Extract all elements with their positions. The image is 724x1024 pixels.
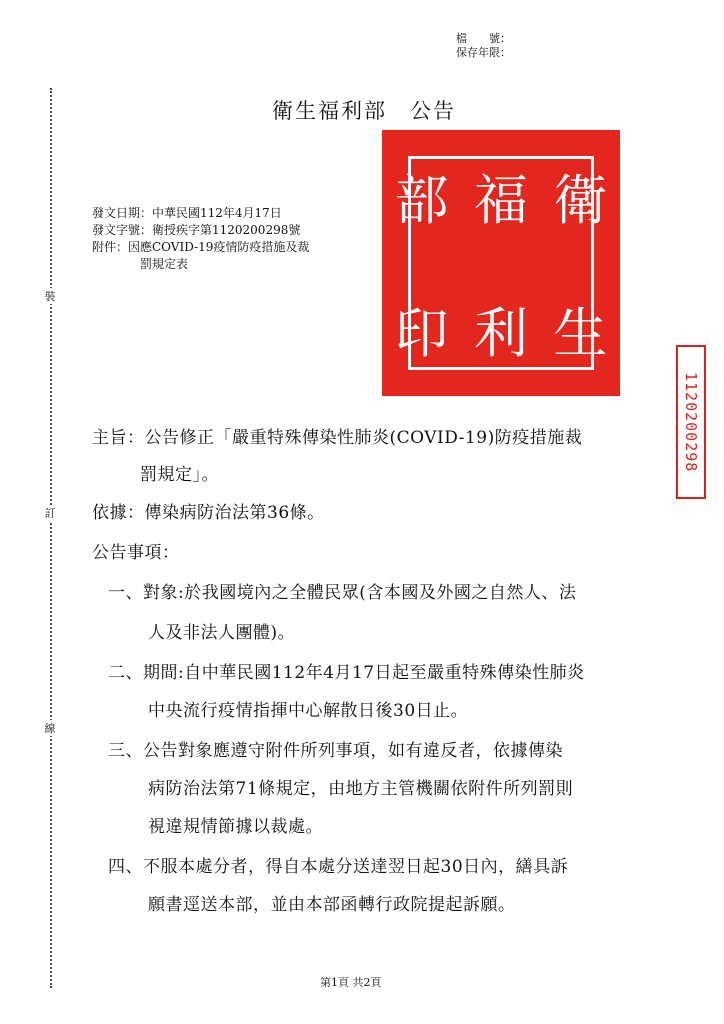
- item-3-line-1: 三、公告對象應遵守附件所列事項，如有違反者，依據傳染: [108, 741, 563, 761]
- issue-date: 發文日期：中華民國112年4月17日: [92, 206, 282, 220]
- attachment-line-2: 罰規定表: [140, 257, 189, 271]
- item-4-line-2: 願書逕送本部，並由本部函轉行政院提起訴願。: [148, 895, 516, 915]
- item-2-line-1: 二、期間:自中華民國112年4月17日起至嚴重特殊傳染性肺炎: [108, 663, 585, 683]
- attachment-line-1: 附件：因應COVID-19疫情防疫措施及裁: [92, 240, 310, 254]
- binding-char-ding: 訂: [42, 505, 58, 521]
- item-1-line-1: 一、對象:於我國境內之全體民眾(含本國及外國之自然人、法: [108, 583, 577, 603]
- item-2-line-2: 中央流行疫情指揮中心解散日後30日止。: [148, 701, 469, 721]
- subject-line-2: 罰規定」。: [140, 465, 219, 485]
- items-heading: 公告事項：: [92, 543, 180, 563]
- retention-period-label: 保存年限：: [456, 46, 511, 59]
- file-number-label: 檔 號：: [456, 32, 511, 45]
- binding-char-zhuang: 裝: [42, 288, 58, 304]
- basis-line: 依據：傳染病防治法第36條。: [92, 503, 325, 523]
- receipt-stamp: 1120200298: [676, 345, 706, 499]
- item-3-line-3: 視違規情節據以裁處。: [148, 817, 323, 837]
- item-1-line-2: 人及非法人團體)。: [148, 623, 296, 643]
- item-4-line-1: 四、不服本處分者，得自本處分送達翌日起30日內，繕具訴: [108, 857, 569, 877]
- binding-line: [50, 88, 52, 988]
- item-3-line-2: 病防治法第71條規定，由地方主管機關依附件所列罰則: [148, 779, 574, 799]
- document-number: 發文字號：衛授疾字第1120200298號: [92, 223, 301, 237]
- page-title: 衛生福利部 公告: [272, 99, 456, 123]
- seal-glyphs: 部 福 衛 印 利 生: [394, 169, 608, 365]
- page-number: 第1頁 共2頁: [320, 976, 382, 989]
- official-seal: [382, 130, 620, 396]
- subject-line-1: 主旨：公告修正「嚴重特殊傳染性肺炎(COVID-19)防疫措施裁: [92, 428, 583, 448]
- binding-char-xian: 線: [42, 720, 58, 736]
